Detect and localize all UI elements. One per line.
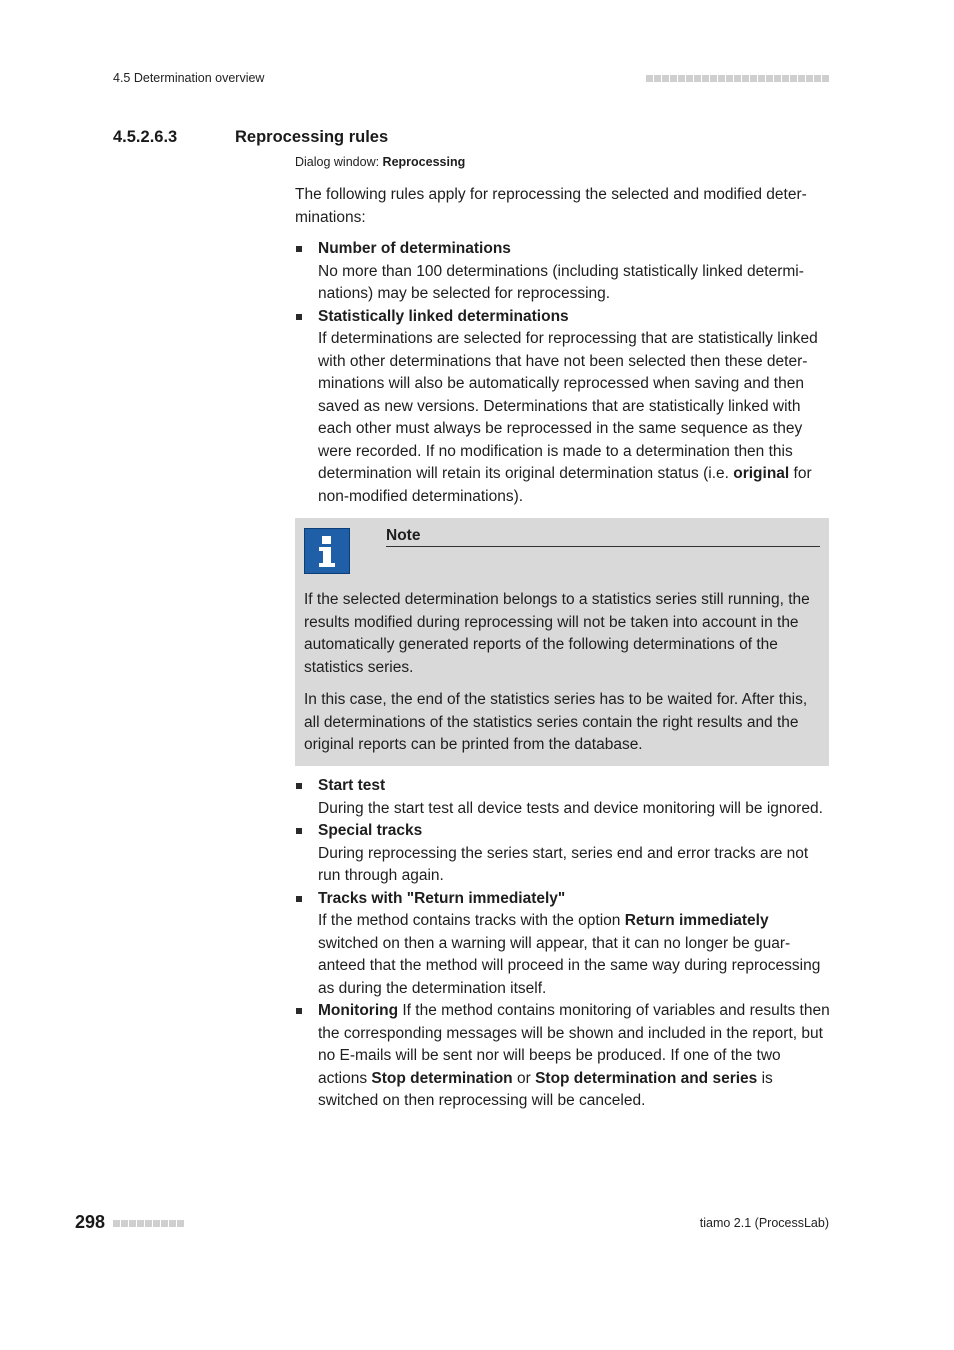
note-paragraph: If the selected determination belongs to a statistics series still running, the results modified during reprocessing will not be taken into account in the automatically generated reports of the following determinations of the statistics series. — [304, 591, 810, 676]
list-item — [295, 306, 830, 509]
note-paragraph: In this case, the end of the statistics series has to be waited for. After this, all determinations of the statistics series contain the right results and the original reports can be printed from the database. — [304, 691, 808, 753]
dialog-reference — [295, 155, 465, 169]
rule-text-bold: Return immediately — [624, 912, 769, 929]
rule-text-bold: original — [733, 465, 790, 482]
rule-text: If determinations are selected for reprocessing that are statistically linked with other determinations that have not been selected then these deter-minations will also be automatically reprocessed when saving and then saved as new versions. Determinations that are statistically linked with each other must always be reprocessed in the same sequence as they were recorded. If no modification is made to a determination then this determination will retain its original determination status (i.e. — [318, 330, 818, 482]
footer-product: tiamo 2.1 (ProcessLab) — [699, 1216, 829, 1230]
rule-term: Monitoring — [318, 1002, 399, 1019]
rule-text: No more than 100 determinations (including statistically linked determi-nations) may be selected for reprocessing. — [318, 262, 804, 302]
intro-paragraph: The following rules apply for reprocessing the selected and modified deter-minations: — [295, 186, 807, 226]
rule-term: Start test — [318, 777, 386, 794]
rule-term: Number of determinations — [318, 240, 511, 257]
list-item — [295, 1000, 830, 1113]
dialog-prefix: Dialog window: — [295, 155, 383, 169]
rules-list-bottom — [295, 775, 830, 1113]
rule-text: During the start test all device tests and device monitoring will be ignored. — [318, 799, 823, 817]
rules-list-top — [295, 238, 830, 508]
note-title: Note — [386, 527, 820, 547]
page-number: 298 — [75, 1212, 106, 1232]
rule-text: switched on then a warning will appear, that it can no longer be guar-anteed that the method will proceed in the same way during reprocessing as during the determination itself. — [318, 934, 821, 997]
rule-text: is switched on then reprocessing will be canceled. — [318, 1069, 773, 1109]
rule-text: If the method contains monitoring of variables and results then the corresponding messages will be shown and included in the report, but no E-mails will be sent nor will beeps be produced. If one of the two actions — [318, 1002, 830, 1087]
info-icon — [304, 528, 350, 574]
list-item — [295, 238, 830, 306]
rule-text: If the method contains tracks with the option — [318, 912, 625, 929]
rule-term: Tracks with "Return immediately" — [318, 889, 566, 907]
note-box — [295, 518, 829, 766]
rule-text: or — [512, 1069, 536, 1087]
header-square-marks — [646, 75, 829, 82]
rule-text-bold: Stop determination — [371, 1069, 513, 1087]
section-number: 4.5.2.6.3 — [113, 128, 178, 146]
running-header-section: 4.5 Determination overview — [113, 71, 265, 85]
rule-term: Statistically linked determinations — [318, 307, 569, 325]
dialog-name: Reprocessing — [382, 155, 466, 169]
footer-square-marks — [113, 1220, 184, 1227]
list-item — [295, 775, 830, 820]
rule-text: for non-modified determinations). — [318, 465, 812, 505]
rule-text: During reprocessing the series start, series end and error tracks are not run through again. — [318, 844, 809, 884]
list-item — [295, 820, 830, 888]
rule-text-bold: Stop determination and series — [535, 1069, 758, 1087]
section-heading — [113, 128, 388, 147]
section-title: Reprocessing rules — [235, 128, 389, 146]
list-item — [295, 888, 830, 1001]
rule-term: Special tracks — [318, 822, 423, 839]
